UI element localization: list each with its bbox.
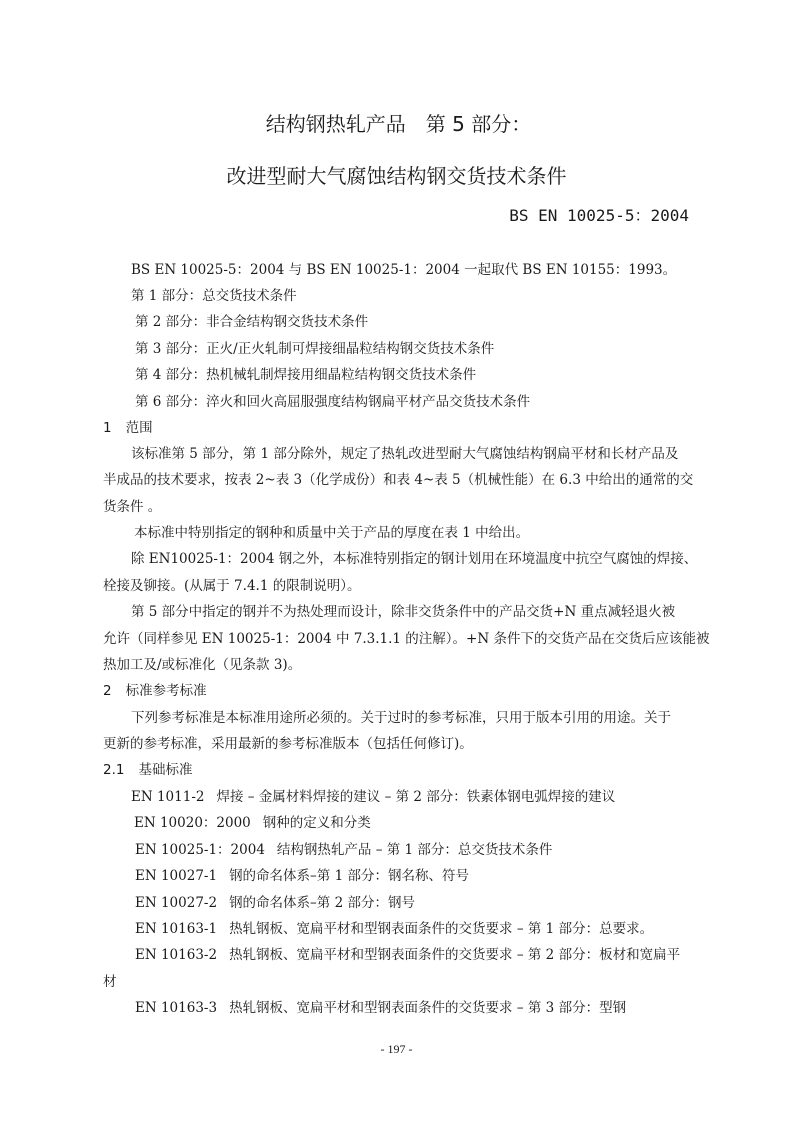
document-title-line2: 改进型耐大气腐蚀结构钢交货技术条件 [226,164,567,188]
reference-item [135,841,552,859]
section-number: 1 [103,420,112,436]
document-title-line1: 结构钢热轧产品 第 5 部分： [265,112,532,136]
section-title: 标准参考标准 [125,683,207,699]
reference-code: EN 10163-3 [135,1000,218,1016]
reference-text: 结构钢热轧产品 – 第 1 部分：总交货技术条件 [276,842,553,858]
subsection-heading-2-1 [103,761,192,779]
reference-text: 热轧钢板、宽扁平材和型钢表面条件的交货要求 – 第 3 部分：型钢 [229,1000,627,1016]
subsection-title: 基础标准 [138,762,193,778]
subsection-number: 2.1 [103,762,125,778]
reference-text: 钢的命名体系–第 1 部分：钢名称、符号 [229,868,469,884]
reference-text: 焊接 – 金属材料焊接的建议 – 第 2 部分：铁素体钢电弧焊接的建议 [216,789,616,805]
paragraph-line: 热加工及/或标准化（见条款 3)。 [103,657,302,673]
section-number: 2 [103,683,112,699]
page-number: - 197 - [380,1042,413,1056]
reference-text: 热轧钢板、宽扁平材和型钢表面条件的交货要求 – 第 1 部分：总要求。 [229,921,654,937]
reference-continuation: 材 [103,974,117,990]
paragraph-line: 除 EN10025-1：2004 钢之外，本标准特别指定的钢计划用在环境温度中抗空气腐蚀的焊接、 [131,551,698,567]
reference-code: EN 10020：2000 [134,815,251,831]
paragraph-line: 该标准第 5 部分，第 1 部分除外，规定了热轧改进型耐大气腐蚀结构钢扁平材和长材产品及 [131,446,679,462]
part-list-item: 第 1 部分：总交货技术条件 [131,288,297,304]
reference-text: 热轧钢板、宽扁平材和型钢表面条件的交货要求 – 第 2 部分：板材和宽扁平 [229,947,681,963]
reference-text: 钢的命名体系–第 2 部分：钢号 [229,895,415,911]
reference-item [135,867,469,885]
part-list-item: 第 6 部分：淬火和回火高屈服强度结构钢扁平材产品交货技术条件 [135,394,531,410]
paragraph-line: 更新的参考标准，采用最新的参考标准版本（包括任何修订)。 [103,736,473,752]
part-list-item: 第 4 部分：热机械轧制焊接用细晶粒结构钢交货技术条件 [135,367,477,383]
reference-item [131,788,615,806]
reference-code: EN 10163-1 [135,921,218,937]
reference-code: EN 1011-2 [131,789,205,805]
section-heading-1 [103,419,153,437]
paragraph-line: 第 5 部分中指定的钢并不为热处理而设计，除非交货条件中的产品交货+N 重点减轻退火被 [131,604,676,620]
section-title: 范围 [125,420,153,436]
paragraph-line: 允许（同样参见 EN 10025-1：2004 中 7.3.1.1 的注解）。+N 条件下的交货产品在交货后应该能被 [103,631,710,647]
part-list-item: 第 2 部分：非合金结构钢交货技术条件 [135,314,369,330]
reference-item [135,920,653,938]
reference-code: EN 10027-2 [135,895,218,911]
reference-item [134,814,371,832]
reference-text: 钢种的定义和分类 [262,815,371,831]
paragraph-line: 栓接及铆接。(从属于 7.4.1 的限制说明）。 [103,578,361,594]
paragraph-line: 货条件 。 [103,499,162,515]
reference-code: EN 10027-1 [135,868,218,884]
paragraph-line: 下列参考标准是本标准用途所必须的。关于过时的参考标准，只用于版本引用的用途。关于 [131,710,671,726]
reference-code: EN 10163-2 [135,947,218,963]
supersede-note: BS EN 10025-5：2004 与 BS EN 10025-1：2004 一起取代 BS EN 10155：1993。 [131,262,677,278]
paragraph-line: 本标准中特别指定的钢种和质量中关于产品的厚度在表 1 中给出。 [134,525,530,541]
part-list-item: 第 3 部分：正火/正火轧制可焊接细晶粒结构钢交货技术条件 [135,341,495,357]
section-heading-2 [103,682,207,700]
reference-item [135,894,415,912]
standard-code: BS EN 10025-5：2004 [509,206,689,225]
paragraph-line: 半成品的技术要求，按表 2~表 3（化学成份）和表 4~表 5（机械性能）在 6.3 中给出的通常的交 [103,472,694,488]
reference-item [135,946,680,964]
reference-code: EN 10025-1：2004 [135,842,265,858]
reference-item [135,999,626,1017]
